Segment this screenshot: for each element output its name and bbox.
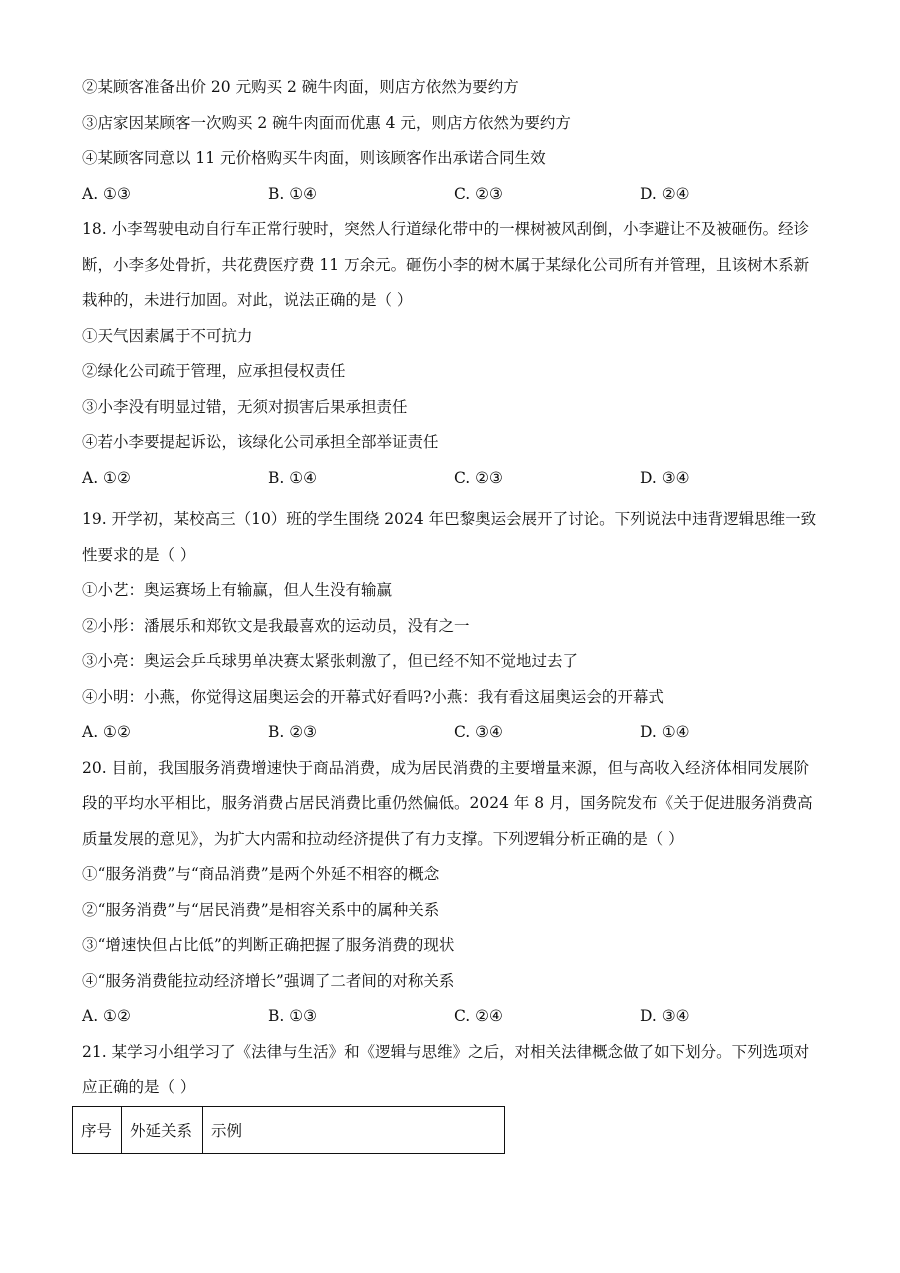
option-a[interactable]: A. ①② <box>82 723 131 741</box>
option-d[interactable]: D. ①④ <box>640 723 690 741</box>
question-20 <box>82 751 842 1035</box>
option-a[interactable]: A. ①② <box>82 468 131 487</box>
option-b[interactable]: B. ①③ <box>268 1007 318 1025</box>
statement: ④某顾客同意以 11 元价格购买牛肉面，则该顾客作出承诺合同生效 <box>82 149 546 167</box>
statement: ③小李没有明显过错，无须对损害后果承担责任 <box>82 397 408 416</box>
statement: ①天气因素属于不可抗力 <box>82 326 253 345</box>
concept-table <box>72 1106 505 1154</box>
option-b[interactable]: B. ②③ <box>268 723 318 741</box>
option-c[interactable]: C. ②③ <box>454 184 503 203</box>
question-page <box>82 70 842 1106</box>
statement: ③小亮：奥运会乒乓球男单决赛太紧张刺激了，但已经不知不觉地过去了 <box>82 652 579 670</box>
question-stem: 20. 目前，我国服务消费增速快于商品消费，成为居民消费的主要增量来源，但与高收入经济体相同发展阶 <box>82 758 810 777</box>
option-c[interactable]: C. ②③ <box>454 468 503 487</box>
table-header-cell: 外延关系 <box>122 1107 203 1154</box>
question-18 <box>82 212 842 496</box>
option-d[interactable]: D. ③④ <box>640 1007 690 1025</box>
option-a[interactable]: A. ①③ <box>82 184 131 203</box>
statement: ④若小李要提起诉讼，该绿化公司承担全部举证责任 <box>82 433 439 451</box>
question-stem: 断，小李多处骨折，共花费医疗费 11 万余元。砸伤小李的树木属于某绿化公司所有并管理，且该树木系新 <box>82 255 810 274</box>
option-a[interactable]: A. ①② <box>82 1007 131 1025</box>
statement: ④小明：小燕，你觉得这届奥运会的开幕式好看吗?小燕：我有看这届奥运会的开幕式 <box>82 687 664 706</box>
option-b[interactable]: B. ①④ <box>268 468 318 487</box>
question-19 <box>82 502 842 751</box>
question-21 <box>82 1035 842 1106</box>
option-d[interactable]: D. ②④ <box>640 184 690 203</box>
statement: ④“服务消费能拉动经济增长”强调了二者间的对称关系 <box>82 971 455 990</box>
question-stem: 性要求的是（ ） <box>82 545 196 564</box>
statement: ①“服务消费”与“商品消费”是两个外延不相容的概念 <box>82 865 440 883</box>
answer-options <box>82 177 842 213</box>
question-stem: 18. 小李驾驶电动自行车正常行驶时，突然人行道绿化带中的一棵树被风刮倒，小李避让不及被砸伤。经诊 <box>82 220 810 238</box>
statement: ②小彤：潘展乐和郑钦文是我最喜欢的运动员，没有之一 <box>82 616 470 635</box>
question-stem: 质量发展的意见》，为扩大内需和拉动经济提供了有力支撑。下列逻辑分析正确的是（ ） <box>82 829 684 848</box>
option-d[interactable]: D. ③④ <box>640 468 690 487</box>
question-stem: 栽种的，未进行加固。对此，说法正确的是（ ） <box>82 291 413 309</box>
answer-options <box>82 715 842 751</box>
answer-options <box>82 999 842 1035</box>
question-stem: 19. 开学初，某校高三（10）班的学生围绕 2024 年巴黎奥运会展开了讨论。下列说法中违背逻辑思维一致 <box>82 510 817 528</box>
question-17-tail <box>82 70 842 212</box>
question-stem: 应正确的是（ ） <box>82 1078 196 1096</box>
table-header-cell: 序号 <box>73 1107 122 1154</box>
statement: ②绿化公司疏于管理，应承担侵权责任 <box>82 362 346 380</box>
option-c[interactable]: C. ③④ <box>454 723 503 741</box>
statement: ③店家因某顾客一次购买 2 碗牛肉面而优惠 4 元，则店方依然为要约方 <box>82 113 571 132</box>
statement: ③“增速快但占比低”的判断正确把握了服务消费的现状 <box>82 936 455 954</box>
statement: ②“服务消费”与“居民消费”是相容关系中的属种关系 <box>82 900 440 919</box>
question-stem: 21. 某学习小组学习了《法律与生活》和《逻辑与思维》之后，对相关法律概念做了如下划分。下列选项对 <box>82 1042 810 1061</box>
option-c[interactable]: C. ②④ <box>454 1007 503 1025</box>
table-header-cell: 示例 <box>203 1107 505 1154</box>
statement: ②某顾客准备出价 20 元购买 2 碗牛肉面，则店方依然为要约方 <box>82 78 519 96</box>
question-stem: 段的平均水平相比，服务消费占居民消费比重仍然偏低。2024 年 8 月，国务院发布《关于促进服务消费高 <box>82 794 813 812</box>
statement: ①小艺：奥运赛场上有输赢，但人生没有输赢 <box>82 581 393 599</box>
answer-options <box>82 461 842 497</box>
table-header-row <box>73 1107 505 1154</box>
option-b[interactable]: B. ①④ <box>268 184 318 203</box>
